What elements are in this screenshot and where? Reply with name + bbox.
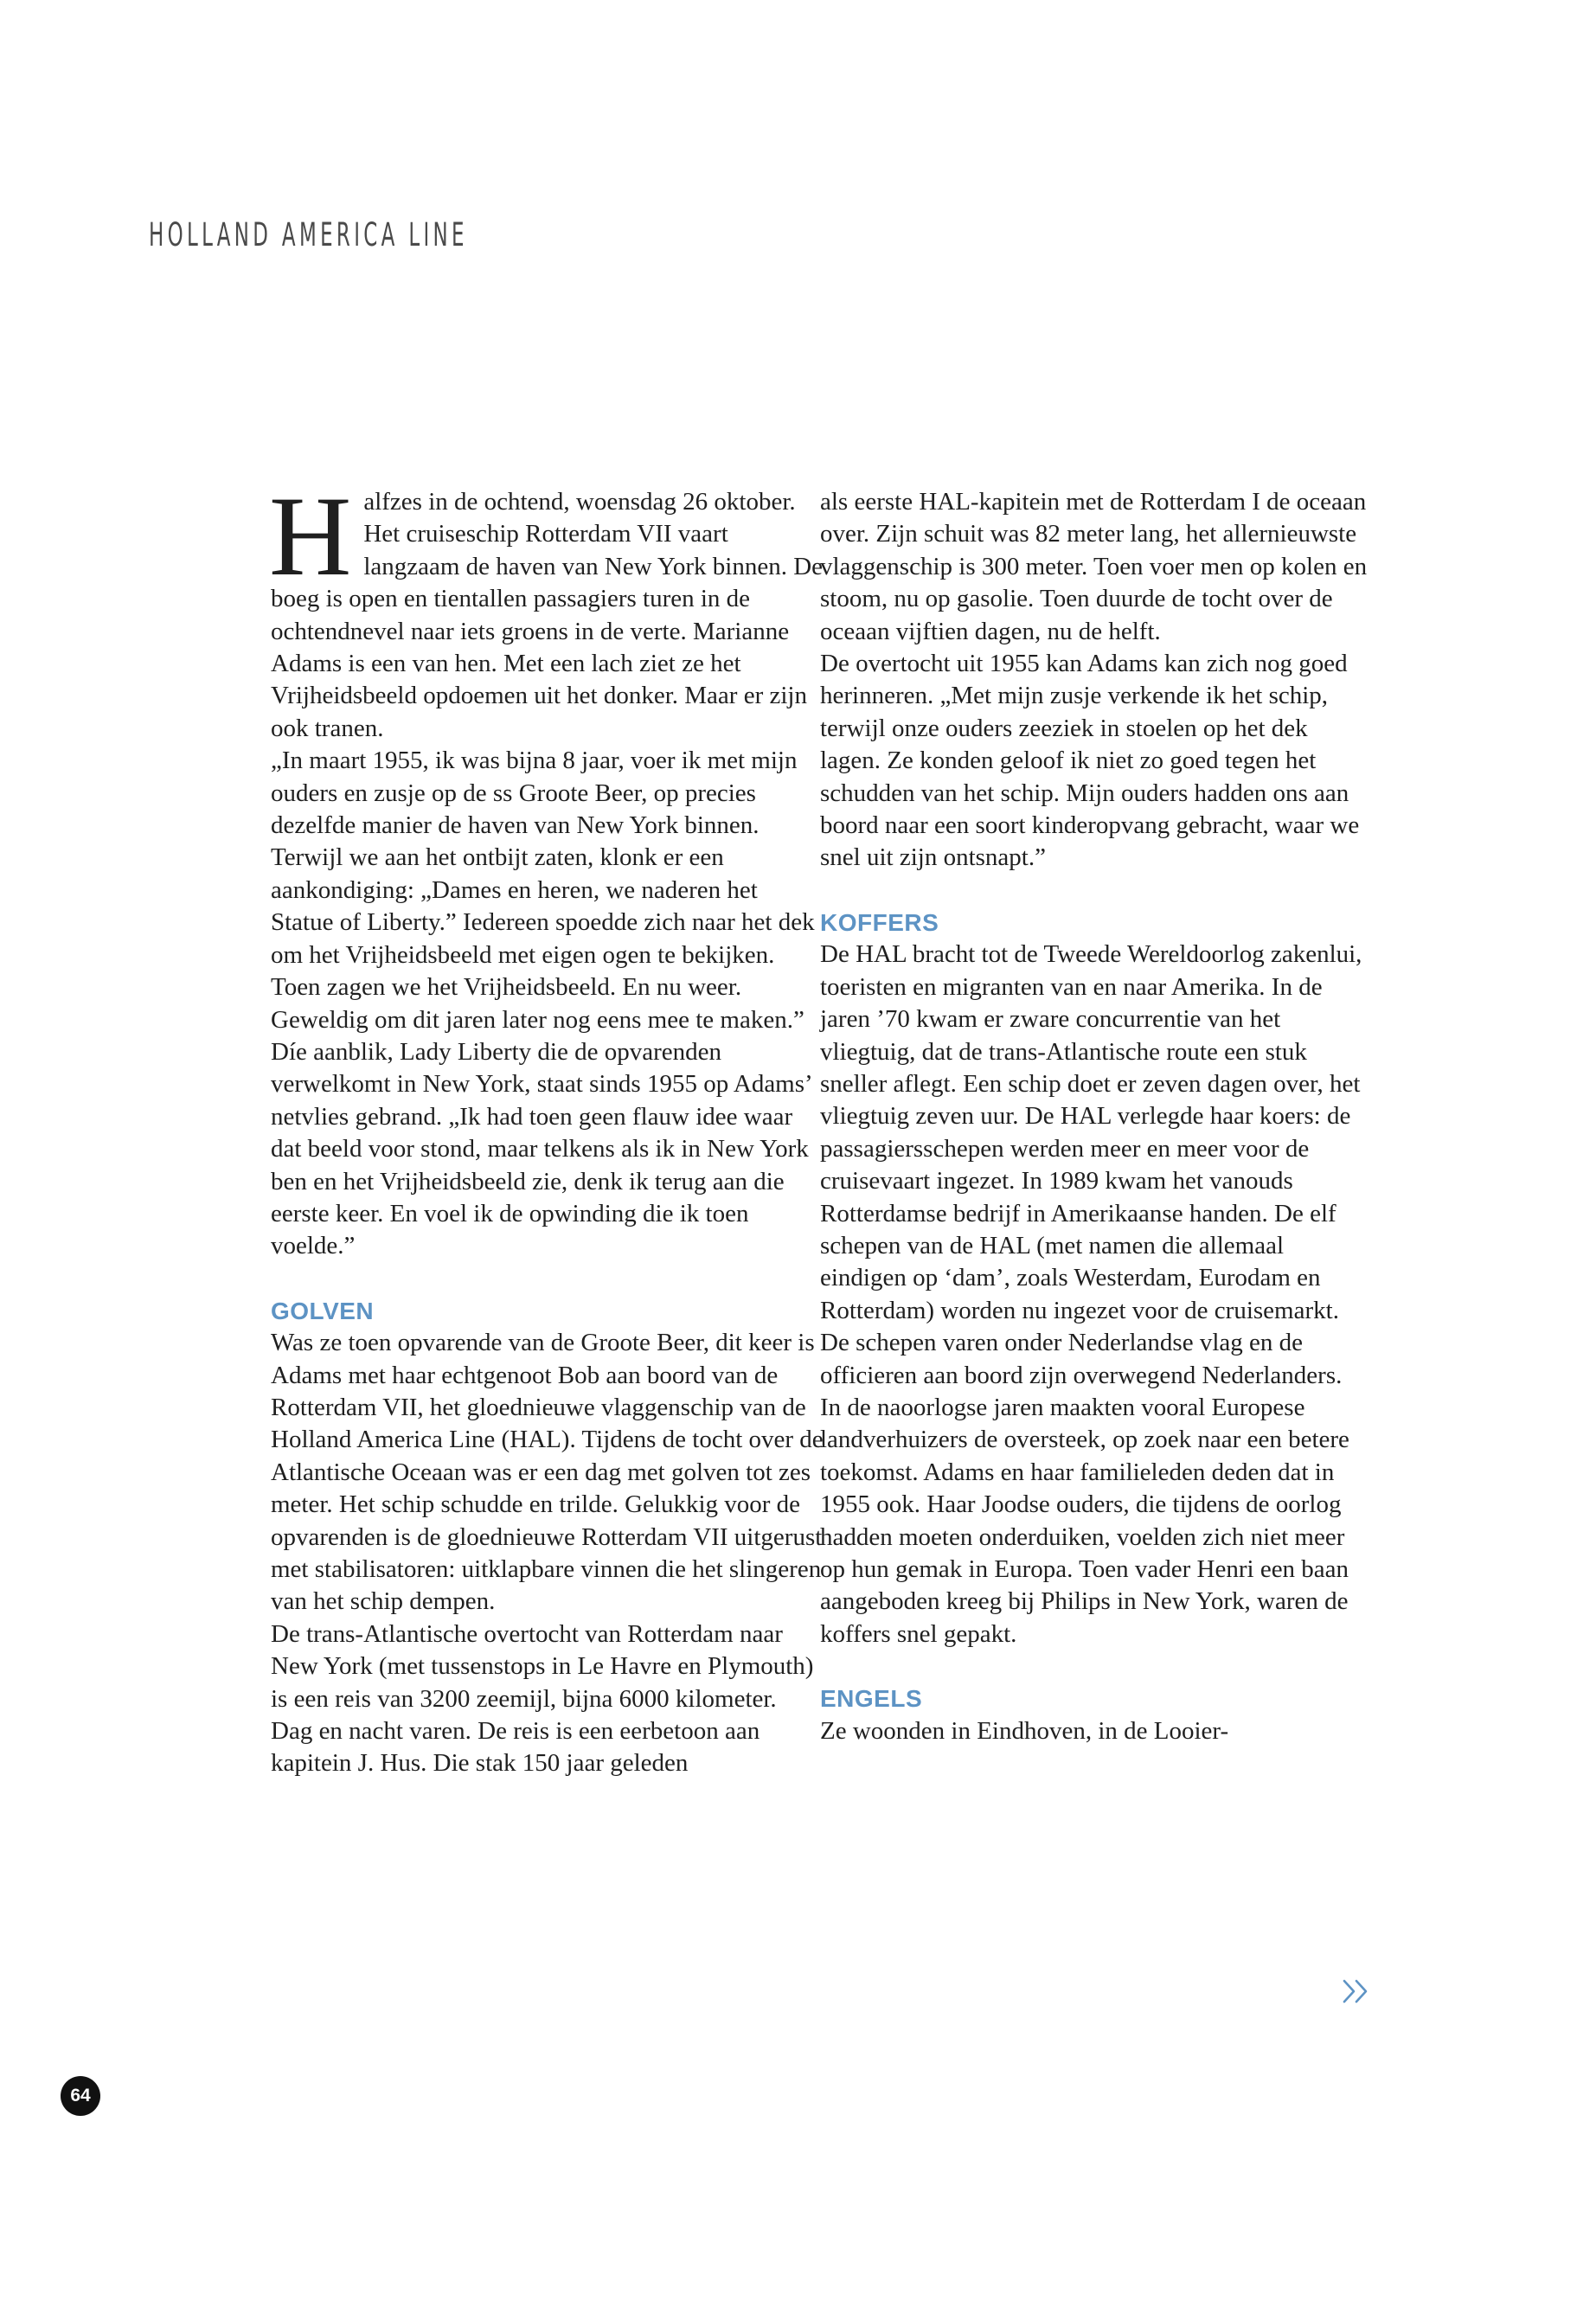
body-paragraph: Was ze toen opvarende van de Groote Beer, dit keer is Adams met haar echtgenoot Bob aan boord van de Rotterdam VII, het gloednieuwe vlaggenschip van de Holland America Line (HAL). Tijdens de tocht over de Atlantische Oceaan was er een dag met golven tot zes meter. Het schip schudde en trilde. Gelukkig voor de opvarenden is de gloednieuwe Rotterdam VII uitgerust met stabilisatoren: uitklapbare vinnen die het slingeren van het schip dempen. <box>271 1329 824 1616</box>
body-paragraph: De HAL bracht tot de Tweede Wereldoorlog zakenlui, toeristen en migranten van en naar Amerika. In de jaren ’70 kwam er zware concurrentie van het vliegtuig, dat de trans-Atlantische route een stuk sneller aflegt. Een schip doet er zeven dagen over, het vliegtuig zeven uur. De HAL verlegde haar koers: de passagiersschepen werden meer en meer voor de cruisevaart ingezet. In 1989 kwam het vanouds Rotterdamse bedrijf in Amerikaanse handen. De elf schepen van de HAL (met namen die allemaal eindigen op ‘dam’, zoals Westerdam, Eurodam en Rotterdam) worden nu ingezet voor de cruisemarkt. <box>820 940 1362 1324</box>
section-heading-engels: ENGELS <box>820 1685 923 1713</box>
double-chevron-right-icon <box>1339 1976 1374 2007</box>
body-paragraph: In de naoorlogse jaren maakten vooral Europese landverhuizers de oversteek, op zoek naar een betere toekomst. Adams en haar familieleden deden dat in 1955 ook. Haar Joodse ouders, die tijdens de oorlog hadden moeten onderduiken, voelden zich niet meer op hun gemak in Europa. Toen vader Henri een baan aangeboden kreeg bij Philips in New York, waren de koffers snel gepakt. <box>820 1393 1349 1648</box>
body-paragraph: De trans-Atlantische overtocht van Rotterdam naar New York (met tussenstops in Le Havre en Plymouth) is een reis van 3200 zeemijl, bijna 6000 kilometer. Dag en nacht varen. De reis is een eerbetoon aan kapitein J. Hus. Die stak 150 jaar geleden <box>271 1619 814 1778</box>
drop-cap: H <box>269 472 352 599</box>
article-column-right <box>820 486 1374 1747</box>
body-paragraph: als eerste HAL-kapitein met de Rotterdam I de oceaan over. Zijn schuit was 82 meter lang, het allernieuwste vlaggenschip is 300 meter. Toen voer men op kolen en stoom, nu op gasolie. Toen duurde de tocht over de oceaan vijftien dagen, nu de helft. <box>820 488 1368 645</box>
body-paragraph: „In maart 1955, ik was bijna 8 jaar, voer ik met mijn ouders en zusje op de ss Groote Beer, op precies dezelfde manier de haven van New York binnen. Terwijl we aan het ontbijt zaten, klonk er een aankondiging: „Dames en heren, we naderen het Statue of Liberty.” Iedereen spoedde zich naar het dek om het Vrijheidsbeeld met eigen ogen te bekijken. Toen zagen we het Vrijheidsbeeld. En nu weer. Geweldig om dit jaren later nog eens mee te maken.” <box>271 747 815 1034</box>
body-paragraph: De overtocht uit 1955 kan Adams kan zich nog goed herinneren. „Met mijn zusje verkende ik het schip, terwijl onze ouders zeeziek in stoelen op het dek lagen. Ze konden geloof ik niet zo goed tegen het schudden van het schip. Mijn ouders hadden ons aan boord naar een soort kinderopvang gebracht, waar we snel uit zijn ontsnapt.” <box>820 650 1360 872</box>
body-paragraph: De schepen varen onder Nederlandse vlag en de officieren aan boord zijn overwegend Nederlanders. <box>820 1329 1343 1389</box>
section-heading-golven: GOLVEN <box>271 1297 375 1324</box>
page-number: 64 <box>70 2086 91 2106</box>
running-head: HOLLAND AMERICA LINE <box>149 216 468 253</box>
intro-paragraph <box>269 472 824 745</box>
article-column-left <box>269 472 824 1780</box>
section-heading-koffers: KOFFERS <box>820 908 939 936</box>
body-paragraph: Ze woonden in Eindhoven, in de Looier- <box>820 1716 1229 1745</box>
body-paragraph: Díe aanblik, Lady Liberty die de opvarenden verwelkomt in New York, staat sinds 1955 op Adams’ netvlies gebrand. „Ik had toen geen flauw idee waar dat beeld voor stond, maar telkens als ik in New York ben en het Vrijheidsbeeld zie, denk ik terug aan die eerste keer. En voel ik de opwinding die ik toen voelde.” <box>271 1037 811 1260</box>
intro-text: alfzes in de ochtend, woensdag 26 oktober. Het cruiseschip Rotterdam VII vaart langzaam de haven van New York binnen. De boeg is open en tientallen passagiers turen in de ochtendnevel naar iets groens in de verte. Marianne Adams is een van hen. Met een lach ziet ze het Vrijheidsbeeld opdoemen uit het donker. Maar er zijn ook tranen. <box>271 488 824 742</box>
page-number-badge <box>61 2076 100 2116</box>
